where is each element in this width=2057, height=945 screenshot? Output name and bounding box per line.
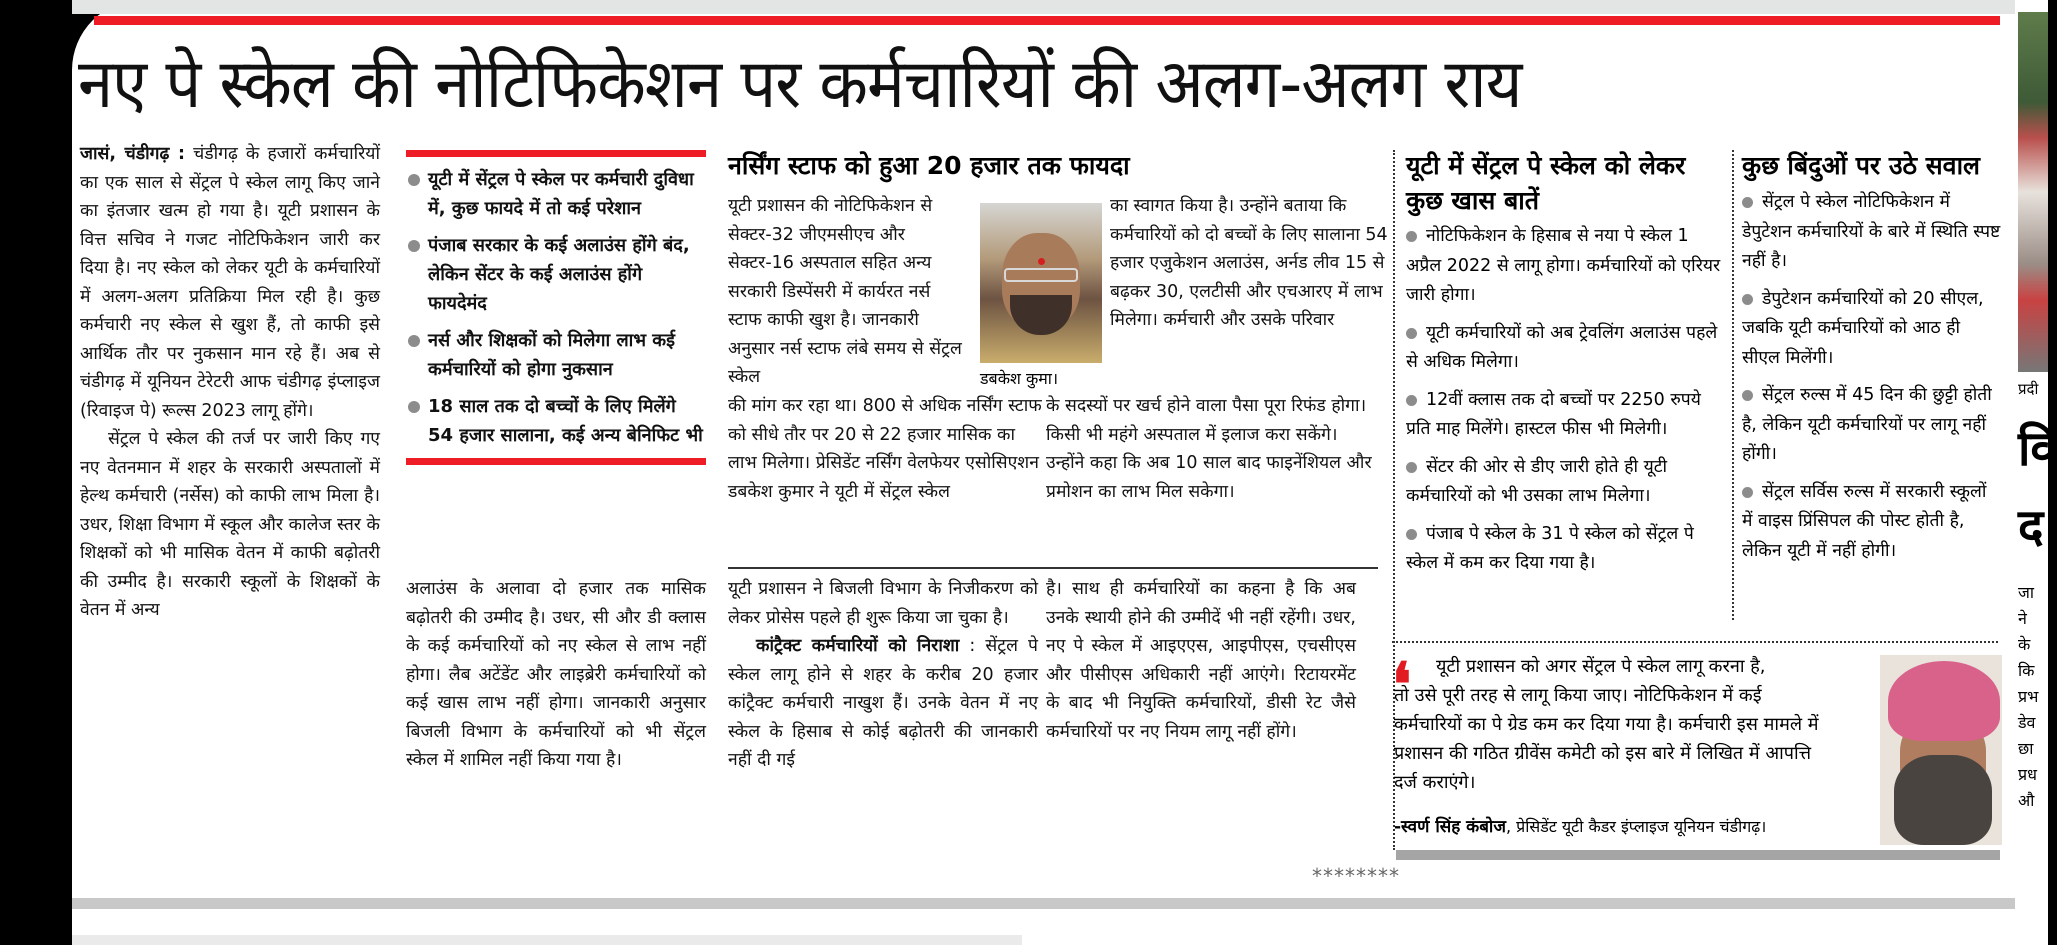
main-story-para-6: है। साथ ही कर्मचारियों का कहना है कि अब उनके स्थायी होने की उम्मीदें भी नहीं रहेंगी। उधर, नए पे स्केल में आइएएस, आइपीएस, एचसीएस और पीसीएस अधिकारी नहीं आएंगे। रिटायरमेंट के बाद भी नियुक्ति कर्मचारियों, डीसी रेट जैसे कर्मचारियों पर नए नियम लागू नहीं होंगे।	[1046, 579, 1356, 742]
next-text-line: कि	[2018, 661, 2035, 680]
question-item	[1742, 381, 2002, 470]
bullet-icon	[1406, 231, 1417, 242]
photo-turban	[1888, 661, 2000, 741]
nursing-bottom-rule	[728, 567, 1378, 569]
highlight-item	[406, 165, 706, 223]
quote-rest: तो उसे पूरी तरह से लागू किया जाए। नोटिफिकेशन में कई कर्मचारियों का पे ग्रेड कम कर दिया गया है। कर्मचारी इस मामले में प्रशासन की गठित ग्रीवेंस कमेटी को इस बारे में लिखित में आपत्ति दर्ज कराएंगे।	[1394, 685, 1819, 793]
ut-box-item-text: पंजाब पे स्केल के 31 पे स्केल को सेंट्रल पे स्केल में कम कर दिया गया है।	[1406, 523, 1694, 573]
next-text-line: के	[2018, 635, 2031, 654]
bullet-icon	[408, 335, 420, 347]
main-story-para-1	[80, 140, 380, 425]
newspaper-page	[72, 0, 2057, 945]
top-red-rule	[94, 16, 2000, 25]
separator-stars: ********	[1312, 864, 1400, 888]
quote-top-dotted-rule	[1392, 641, 1998, 643]
photo-beard	[1010, 295, 1072, 335]
bullet-icon	[1742, 294, 1753, 305]
ut-box-item-text: 12वीं क्लास तक दो बच्चों पर 2250 रुपये प्रति माह मिलेंगे। हास्टल फीस भी मिलेगी।	[1406, 389, 1701, 439]
subhead-contract: कांट्रैक्ट कर्मचारियों को निराशा	[756, 636, 960, 656]
bullet-icon	[1742, 390, 1753, 401]
highlights-box	[406, 150, 706, 465]
ut-box-item	[1406, 453, 1728, 512]
ut-box-item-text: यूटी कर्मचारियों को अब ट्रेवलिंग अलाउंस पहले से अधिक मिलेगा।	[1406, 322, 1718, 372]
ut-box-list	[1406, 222, 1728, 587]
main-story-column-1	[80, 140, 380, 625]
questions-box-heading: कुछ बिंदुओं पर उठे सवाल	[1742, 151, 1980, 180]
next-text-line: जा	[2018, 583, 2035, 602]
next-article-photo	[2018, 12, 2048, 372]
highlight-item	[406, 326, 706, 384]
nursing-text-left: यूटी प्रशासन की नोटिफिकेशन से सेक्टर-32 जीएमसीएच और सेक्टर-16 अस्पताल सहित अन्य सरकारी डिस्पेंसरी में कार्यरत नर्स स्टाफ काफी खुश है। जानकारी अनुसार नर्स स्टाफ लंबे समय से सेंट्रल स्केल	[728, 196, 962, 387]
ut-box-item	[1406, 319, 1728, 378]
main-story-para-1-text: चंडीगढ़ के हजारों कर्मचारियों का एक साल से सेंट्रल पे स्केल लागू किए जाने का इंतजार खत्म हो गया है। यूटी प्रशासन के वित्त सचिव ने गजट नोटिफिकेशन जारी कर दिया है। नए स्केल को लेकर यूटी के कर्मचारियों में अलग-अलग प्रतिक्रिया मिल रही है। कुछ कर्मचारी नए स्केल से खुश हैं, तो काफी इसे आर्थिक तौर पर नुकसान मान रहे हैं। अब से चंडीगढ़ में यूनियन टेरेटरी आफ चंडीगढ़ इंप्लाइज (रिवाइज पे) रूल्स 2023 लागू होंगे।	[80, 144, 380, 421]
question-item-text: सेंट्रल रुल्स में 45 दिन की छुट्टी होती है, लेकिन यूटी कर्मचारियों पर लागू नहीं होंगी।	[1742, 385, 1992, 464]
top-edge	[72, 0, 2048, 14]
highlight-text: 18 साल तक दो बच्चों के लिए मिलेंगे 54 हजार सालाना, कई अन्य बेनिफिट भी	[428, 396, 703, 446]
bullet-icon	[1406, 462, 1417, 473]
nursing-heading: नर्सिंग स्टाफ को हुआ 20 हजार तक फायदा	[728, 151, 1130, 180]
ut-box-item	[1406, 222, 1728, 311]
next-article-caption: प्रदी	[2018, 380, 2039, 398]
quote-mark-icon: ❛	[1392, 650, 1412, 720]
question-item-text: डेपुटेशन कर्मचारियों को 20 सीएल, जबकि यूटी कर्मचारियों को आठ ही सीएल मिलेंगी।	[1742, 288, 1984, 368]
dotted-divider	[1732, 150, 1734, 620]
ut-box-heading: यूटी में सेंट्रल पे स्केल को लेकर कुछ खास बातें	[1406, 151, 1686, 215]
next-text-line: प्रध	[2018, 765, 2037, 784]
quote-text	[1394, 652, 1834, 797]
bullet-icon	[408, 401, 420, 413]
nursing-text-right: का स्वागत किया है। उन्होंने बताया कि कर्मचारियों को दो बच्चों के लिए सालाना 54 हजार एजुकेशन अलाउंस, अर्नड लीव 15 से बढ़कर 30, एलटीसी और एचआरए में लाभ मिलेगा। कर्मचारी और उसके परिवार	[1110, 196, 1388, 330]
photo-caption: डबकेश कुमा।	[980, 369, 1059, 388]
bottom-shade	[72, 935, 1022, 945]
main-story-para-3: अलाउंस के अलावा दो हजार तक मासिक बढ़ोतरी की उम्मीद है। उधर, सी और डी क्लास के कई कर्मचारियों को नए स्केल से लाभ नहीं होगा। लैब अटेंडेंट और लाइब्रेरी कर्मचारियों को कई खास लाभ नहीं होगा। जानकारी अनुसार बिजली विभाग के कर्मचारियों को भी सेंट्रल स्केल में शामिल नहीं किया गया है।	[406, 579, 706, 770]
next-text-line: ने	[2018, 609, 2027, 628]
highlights-bottom-bar	[406, 458, 706, 465]
question-item-text: सेंट्रल सर्विस रुल्स में सरकारी स्कूलों में वाइस प्रिंसिपल की पोस्ट होती है, लेकिन यूटी में नहीं होगी।	[1742, 481, 1987, 561]
highlight-text: नर्स और शिक्षकों को मिलेगा लाभ कई कर्मचारियों को होगा नुकसान	[428, 330, 675, 380]
dateline: जासं, चंडीगढ़ :	[80, 144, 185, 164]
highlight-item	[406, 231, 706, 318]
next-article-headline	[2018, 410, 2057, 566]
highlights-list	[406, 165, 706, 450]
next-text-line: डेव	[2018, 713, 2036, 732]
ut-box-item-text: सेंटर की ओर से डीए जारी होते ही यूटी कर्मचारियों को भी उसका लाभ मिलेगा।	[1406, 456, 1668, 506]
highlights-top-bar	[406, 150, 706, 157]
bullet-icon	[1406, 328, 1417, 339]
nursing-text-bottom-right: के सदस्यों पर खर्च होने वाला पैसा पूरा रिफंड होगा। किसी भी महंगे अस्पताल में इलाज करा सकेंगे। उन्होंने कहा कि अब 10 साल बाद फाइनेंशियल और प्रमोशन का लाभ मिल सकेगा।	[1046, 396, 1372, 502]
highlight-text: पंजाब सरकार के कई अलाउंस होंगे बंद, लेकिन सेंटर के कई अलाउंस होंगे फायदेमंद	[428, 235, 690, 314]
quote-author: -स्वर्ण सिंह कंबोज	[1394, 817, 1506, 837]
next-headline-line-1: वि	[2018, 421, 2057, 477]
bullet-icon	[1742, 487, 1753, 498]
bullet-icon	[1406, 529, 1417, 540]
bullet-icon	[1406, 395, 1417, 406]
page-bottom-bar	[72, 898, 2048, 909]
next-text-line: प्रभ	[2018, 687, 2039, 706]
photo-glasses	[1004, 268, 1078, 282]
nursing-text-bottom-left: की मांग कर रहा था। 800 से अधिक नर्सिंग स्टाफ को सीधे तौर पर 20 से 22 हजार मासिक का लाभ मिलेगा। प्रेसिडेंट नर्सिंग वेलफेयर एसोसिएशन डबकेश कुमार ने यूटी में सेंट्रल स्केल	[728, 396, 1042, 502]
quote-bottom-bar	[1396, 850, 2000, 860]
next-article-text	[2018, 580, 2048, 814]
main-story-para-5	[728, 632, 1038, 775]
ut-box-item-text: नोटिफिकेशन के हिसाब से नया पे स्केल 1 अप्रैल 2022 से लागू होगा। कर्मचारियों को एरियर जारी होगा।	[1406, 226, 1721, 305]
highlight-text: यूटी में सेंट्रल पे स्केल पर कर्मचारी दुविधा में, कुछ फायदे में तो कई परेशान	[428, 169, 694, 219]
bullet-icon	[408, 174, 420, 186]
quote-first-line: यूटी प्रशासन को अगर सेंट्रल पे स्केल लागू करना है,	[1436, 656, 1766, 677]
question-item	[1742, 188, 2002, 277]
next-text-line: औ	[2018, 791, 2035, 810]
main-story-column-3	[728, 575, 1038, 775]
headline: नए पे स्केल की नोटिफिकेशन पर कर्मचारियों की अलग-अलग राय	[78, 45, 1522, 124]
photo-tilak	[1038, 258, 1045, 265]
next-headline-line-2: द	[2018, 499, 2044, 555]
main-story-column-2	[406, 575, 706, 775]
next-text-line: छा	[2018, 739, 2034, 758]
main-story-para-2: सेंट्रल पे स्केल की तर्ज पर जारी किए गए नए वेतनमान में शहर के सरकारी अस्पतालों में हेल्थ कर्मचारी (नर्सेस) को काफी लाभ मिला है। उधर, शिक्षा विभाग में स्कूल और कालेज स्तर के शिक्षकों को भी मासिक वेतन में काफी बढ़ोतरी की उम्मीद है। सरकारी स्कूलों के शिक्षकों के वेतन में अन्य	[80, 429, 380, 620]
quote-attribution	[1394, 814, 1854, 840]
ut-box-item	[1406, 386, 1728, 445]
ut-box-item	[1406, 520, 1728, 579]
question-item	[1742, 478, 2002, 567]
questions-box-list	[1742, 188, 2002, 574]
question-item	[1742, 285, 2002, 374]
dabkesh-kumar-photo	[980, 203, 1102, 363]
question-item-text: सेंट्रल पे स्केल नोटिफिकेशन में डेपुटेशन कर्मचारियों के बारे में स्थिति स्पष्ट नहीं है।	[1742, 192, 2001, 271]
bullet-icon	[408, 240, 420, 252]
main-story-para-4: यूटी प्रशासन ने बिजली विभाग के निजीकरण को लेकर प्रोसेस पहले ही शुरू किया जा चुका है।	[728, 579, 1038, 628]
swaran-singh-kamboj-photo	[1880, 655, 2002, 845]
main-story-column-4	[1046, 575, 1356, 746]
bullet-icon	[1742, 197, 1753, 208]
main-story-para-5-text: : सेंट्रल पे स्केल लागू होने से शहर के करीब 20 हजार कांट्रैक्ट कर्मचारी नाखुश हैं। उनके वेतन में नए स्केल के हिसाब से कोई बढ़ोतरी की जानकारी नहीं दी गई	[728, 636, 1038, 770]
highlight-item	[406, 392, 706, 450]
quote-designation: , प्रेसिडेंट यूटी कैडर इंप्लाइज यूनियन चंडीगढ़।	[1505, 817, 1767, 836]
photo-beard	[1894, 755, 1992, 845]
